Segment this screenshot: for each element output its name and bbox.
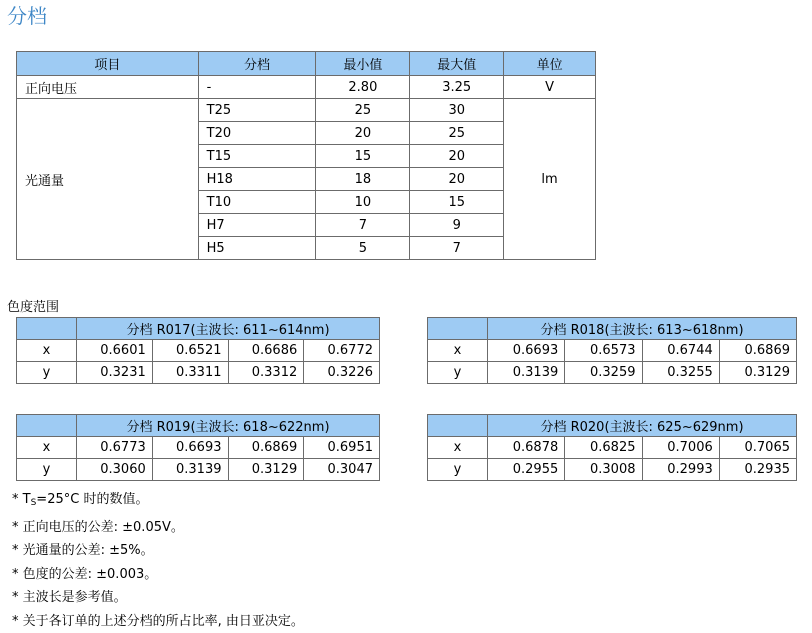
- y-value: 0.3008: [565, 459, 642, 481]
- row-label-y: y: [17, 459, 77, 481]
- y-value: 0.3139: [488, 362, 565, 384]
- table-row: [17, 459, 380, 481]
- forward-voltage-unit: V: [504, 76, 596, 99]
- chromaticity-table-r017: [16, 317, 380, 384]
- corner-cell: [17, 415, 77, 437]
- corner-cell: [17, 318, 77, 340]
- flux-bin: H7: [198, 214, 316, 237]
- flux-min: 15: [316, 145, 410, 168]
- note-ts-prefix: * T: [12, 492, 31, 507]
- y-value: 0.3255: [642, 362, 719, 384]
- chromaticity-header: 分档 R020(主波长: 625~629nm): [488, 415, 797, 437]
- table-row: [17, 340, 380, 362]
- table-row: [428, 340, 797, 362]
- chromaticity-header: 分档 R017(主波长: 611~614nm): [77, 318, 380, 340]
- table-row: [428, 437, 797, 459]
- note-item: * 光通量的公差: ±5%。: [12, 543, 154, 558]
- table-row: [428, 362, 797, 384]
- flux-bin: H18: [198, 168, 316, 191]
- note-item: * 正向电压的公差: ±0.05V。: [12, 519, 184, 535]
- x-value: 0.6951: [304, 437, 380, 459]
- corner-cell: [428, 415, 488, 437]
- y-value: 0.3311: [152, 362, 228, 384]
- flux-bin: T15: [198, 145, 316, 168]
- y-value: 0.3139: [152, 459, 228, 481]
- chromaticity-table-r020: [427, 414, 797, 481]
- flux-max: 15: [410, 191, 504, 214]
- x-value: 0.7006: [642, 437, 719, 459]
- x-value: 0.6825: [565, 437, 642, 459]
- x-value: 0.6744: [642, 340, 719, 362]
- x-value: 0.6878: [488, 437, 565, 459]
- flux-label: 光通量: [17, 99, 199, 260]
- y-value: 0.3259: [565, 362, 642, 384]
- note-item: * 主波长是参考值。: [12, 590, 127, 605]
- table-row: [17, 99, 596, 122]
- flux-max: 20: [410, 145, 504, 168]
- note-item: * 色度的公差: ±0.003。: [12, 566, 158, 582]
- flux-max: 25: [410, 122, 504, 145]
- row-label-y: y: [17, 362, 77, 384]
- y-value: 0.3129: [719, 362, 796, 384]
- y-value: 0.2993: [642, 459, 719, 481]
- chromaticity-table-r019: [16, 414, 380, 481]
- x-value: 0.6772: [304, 340, 380, 362]
- flux-max: 20: [410, 168, 504, 191]
- row-label-x: x: [17, 437, 77, 459]
- flux-min: 20: [316, 122, 410, 145]
- flux-max: 9: [410, 214, 504, 237]
- note-item: * 关于各订单的上述分档的所占比率, 由日亚决定。: [12, 613, 304, 629]
- forward-voltage-label: 正向电压: [17, 76, 199, 99]
- row-label-x: x: [17, 340, 77, 362]
- y-value: 0.3231: [77, 362, 153, 384]
- binning-table: [16, 51, 596, 260]
- notes: [12, 488, 304, 633]
- header-item: 项目: [17, 52, 199, 76]
- flux-min: 7: [316, 214, 410, 237]
- flux-max: 7: [410, 237, 504, 260]
- header-bin: 分档: [198, 52, 316, 76]
- row-label-x: x: [428, 437, 488, 459]
- row-label-y: y: [428, 362, 488, 384]
- flux-min: 10: [316, 191, 410, 214]
- binning-header-row: [17, 52, 596, 76]
- x-value: 0.6869: [228, 437, 304, 459]
- y-value: 0.3060: [77, 459, 153, 481]
- forward-voltage-bin: -: [198, 76, 316, 99]
- page-title: 分档: [7, 4, 47, 28]
- flux-bin: T10: [198, 191, 316, 214]
- y-value: 0.3312: [228, 362, 304, 384]
- x-value: 0.6693: [488, 340, 565, 362]
- forward-voltage-max: 3.25: [410, 76, 504, 99]
- flux-unit: lm: [504, 99, 596, 260]
- y-value: 0.2935: [719, 459, 796, 481]
- y-value: 0.2955: [488, 459, 565, 481]
- x-value: 0.6869: [719, 340, 796, 362]
- flux-min: 5: [316, 237, 410, 260]
- chromaticity-header: 分档 R018(主波长: 613~618nm): [488, 318, 797, 340]
- header-unit: 单位: [504, 52, 596, 76]
- row-label-y: y: [428, 459, 488, 481]
- x-value: 0.6686: [228, 340, 304, 362]
- header-min: 最小值: [316, 52, 410, 76]
- x-value: 0.6573: [565, 340, 642, 362]
- row-label-x: x: [428, 340, 488, 362]
- forward-voltage-min: 2.80: [316, 76, 410, 99]
- x-value: 0.6521: [152, 340, 228, 362]
- table-row: [17, 76, 596, 99]
- y-value: 0.3226: [304, 362, 380, 384]
- header-max: 最大值: [410, 52, 504, 76]
- note-ts-rest: =25°C 时的数值。: [36, 492, 149, 507]
- chromaticity-table-r018: [427, 317, 797, 384]
- chromaticity-header: 分档 R019(主波长: 618~622nm): [77, 415, 380, 437]
- flux-bin: T20: [198, 122, 316, 145]
- table-row: [17, 437, 380, 459]
- x-value: 0.6773: [77, 437, 153, 459]
- y-value: 0.3047: [304, 459, 380, 481]
- x-value: 0.6693: [152, 437, 228, 459]
- note-ts-subscript: S: [30, 498, 37, 508]
- note-ts: [12, 488, 304, 516]
- flux-min: 18: [316, 168, 410, 191]
- table-row: [428, 459, 797, 481]
- y-value: 0.3129: [228, 459, 304, 481]
- x-value: 0.6601: [77, 340, 153, 362]
- table-row: [17, 362, 380, 384]
- flux-min: 25: [316, 99, 410, 122]
- flux-max: 30: [410, 99, 504, 122]
- flux-bin: H5: [198, 237, 316, 260]
- chromaticity-title: 色度范围: [7, 300, 60, 315]
- flux-bin: T25: [198, 99, 316, 122]
- corner-cell: [428, 318, 488, 340]
- x-value: 0.7065: [719, 437, 796, 459]
